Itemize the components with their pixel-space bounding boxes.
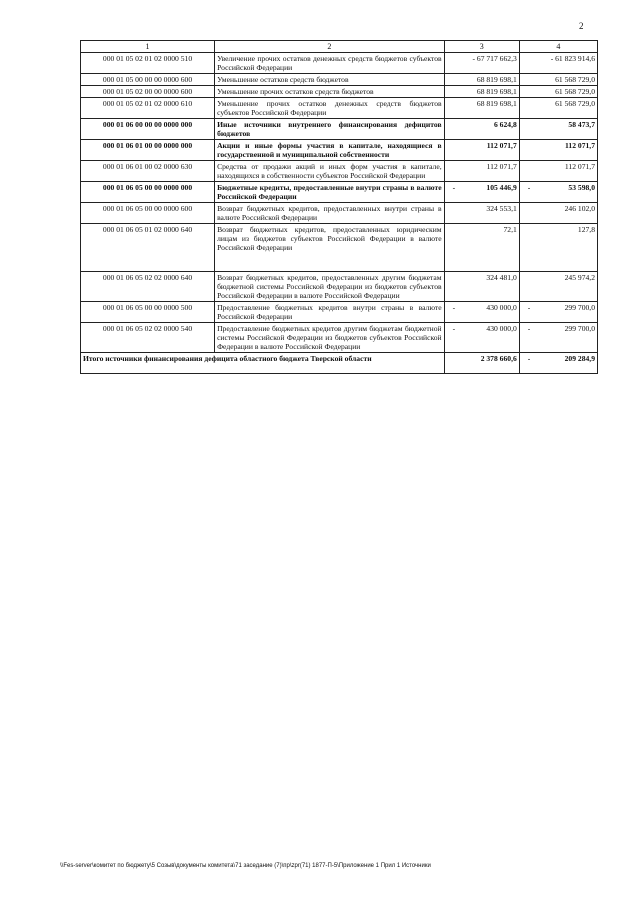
row-code: 000 01 05 00 00 00 0000 600 <box>81 74 215 86</box>
row-name: Возврат бюджетных кредитов, предоставленных юридическим лицам из бюджетов субъектов Российской Федерации в валюте Российской Федерации <box>215 224 445 272</box>
row-name: Предоставление бюджетных кредитов другим бюджетам бюджетной системы Российской Федерации из бюджетов субъектов Российской Федерации в валюте Российской Федерации <box>215 323 445 353</box>
total-label: Итого источники финансирования дефицита областного бюджета Тверской области <box>81 353 445 374</box>
total-row <box>81 353 598 374</box>
row-value-4: - 299 700,0 <box>519 323 597 353</box>
row-value-4: - 61 823 914,6 <box>519 53 597 74</box>
row-value-3: 324 553,1 <box>444 203 519 224</box>
row-value-3: 68 819 698,1 <box>444 98 519 119</box>
row-name: Иные источники внутреннего финансирования дефицитов бюджетов <box>215 119 445 140</box>
row-value-4: - 53 598,0 <box>519 182 597 203</box>
row-value-3: 6 624,8 <box>444 119 519 140</box>
row-value-4: 127,8 <box>519 224 597 272</box>
table-body <box>81 53 598 353</box>
row-value-4: 245 974,2 <box>519 272 597 302</box>
row-code: 000 01 06 05 00 00 0000 600 <box>81 203 215 224</box>
row-name: Уменьшение прочих остатков средств бюджетов <box>215 86 445 98</box>
table-row <box>81 224 598 272</box>
row-code: 000 01 05 02 01 02 0000 510 <box>81 53 215 74</box>
row-value-4: 112 071,7 <box>519 161 597 182</box>
row-value-4: 61 568 729,0 <box>519 86 597 98</box>
row-value-3: - 430 000,0 <box>444 323 519 353</box>
total-value-3: 2 378 660,6 <box>444 353 519 374</box>
row-code: 000 01 06 05 00 00 0000 000 <box>81 182 215 203</box>
row-value-4: - 299 700,0 <box>519 302 597 323</box>
row-value-3: - 430 000,0 <box>444 302 519 323</box>
row-value-3: 68 819 698,1 <box>444 86 519 98</box>
row-value-4: 112 071,7 <box>519 140 597 161</box>
row-value-3: 72,1 <box>444 224 519 272</box>
row-name: Возврат бюджетных кредитов, предоставленных другим бюджетам бюджетной системы Российской Федерации из бюджетов субъектов Российской Федерации в валюте Российской Федерации <box>215 272 445 302</box>
row-code: 000 01 05 02 00 00 0000 600 <box>81 86 215 98</box>
column-header-2: 2 <box>215 41 445 53</box>
table-row <box>81 74 598 86</box>
table-row <box>81 53 598 74</box>
table-row <box>81 323 598 353</box>
row-code: 000 01 06 01 00 00 0000 000 <box>81 140 215 161</box>
row-name: Уменьшение прочих остатков денежных средств бюджетов субъектов Российской Федерации <box>215 98 445 119</box>
row-code: 000 01 05 02 01 02 0000 610 <box>81 98 215 119</box>
row-value-3: 68 819 698,1 <box>444 74 519 86</box>
table-row <box>81 86 598 98</box>
row-code: 000 01 06 01 00 02 0000 630 <box>81 161 215 182</box>
column-header-1: 1 <box>81 41 215 53</box>
table-row <box>81 140 598 161</box>
row-code: 000 01 06 00 00 00 0000 000 <box>81 119 215 140</box>
file-path-footer: \\Fes-server\комитет по бюджету\5 Созыв\документы комитета\71 заседание (7)\пр\zpr(71) 1877-П-5\Приложение 1 Прил 1 Источники <box>60 863 431 869</box>
row-value-3: 324 481,0 <box>444 272 519 302</box>
row-code: 000 01 06 05 01 02 0000 640 <box>81 224 215 272</box>
row-code: 000 01 06 05 02 02 0000 540 <box>81 323 215 353</box>
row-name: Возврат бюджетных кредитов, предоставленных внутри страны в валюте Российской Федерации <box>215 203 445 224</box>
table-row <box>81 98 598 119</box>
row-value-4: 246 102,0 <box>519 203 597 224</box>
row-code: 000 01 06 05 00 00 0000 500 <box>81 302 215 323</box>
row-name: Уменьшение остатков средств бюджетов <box>215 74 445 86</box>
table-row <box>81 302 598 323</box>
row-value-4: 61 568 729,0 <box>519 74 597 86</box>
row-name: Акции и иные формы участия в капитале, находящиеся в государственной и муниципальной собственности <box>215 140 445 161</box>
row-code: 000 01 06 05 02 02 0000 640 <box>81 272 215 302</box>
table-row <box>81 203 598 224</box>
table-row <box>81 272 598 302</box>
table-header-row <box>81 41 598 53</box>
row-value-4: 61 568 729,0 <box>519 98 597 119</box>
table-row <box>81 119 598 140</box>
column-header-4: 4 <box>519 41 597 53</box>
financing-sources-table <box>80 40 598 374</box>
page-number: 2 <box>579 21 584 31</box>
row-name: Предоставление бюджетных кредитов внутри страны в валюте Российской Федерации <box>215 302 445 323</box>
table-row <box>81 182 598 203</box>
row-value-3: - 105 446,9 <box>444 182 519 203</box>
row-value-3: 112 071,7 <box>444 161 519 182</box>
column-header-3: 3 <box>444 41 519 53</box>
row-value-4: 58 473,7 <box>519 119 597 140</box>
total-value-4: - 209 284,9 <box>519 353 597 374</box>
table-row <box>81 161 598 182</box>
row-name: Бюджетные кредиты, предоставленные внутри страны в валюте Российской Федерации <box>215 182 445 203</box>
row-name: Средства от продажи акций и иных форм участия в капитале, находящихся в собственности субъектов Российской Федерации <box>215 161 445 182</box>
row-value-3: - 67 717 662,3 <box>444 53 519 74</box>
row-name: Увеличение прочих остатков денежных средств бюджетов субъектов Российской Федерации <box>215 53 445 74</box>
row-value-3: 112 071,7 <box>444 140 519 161</box>
